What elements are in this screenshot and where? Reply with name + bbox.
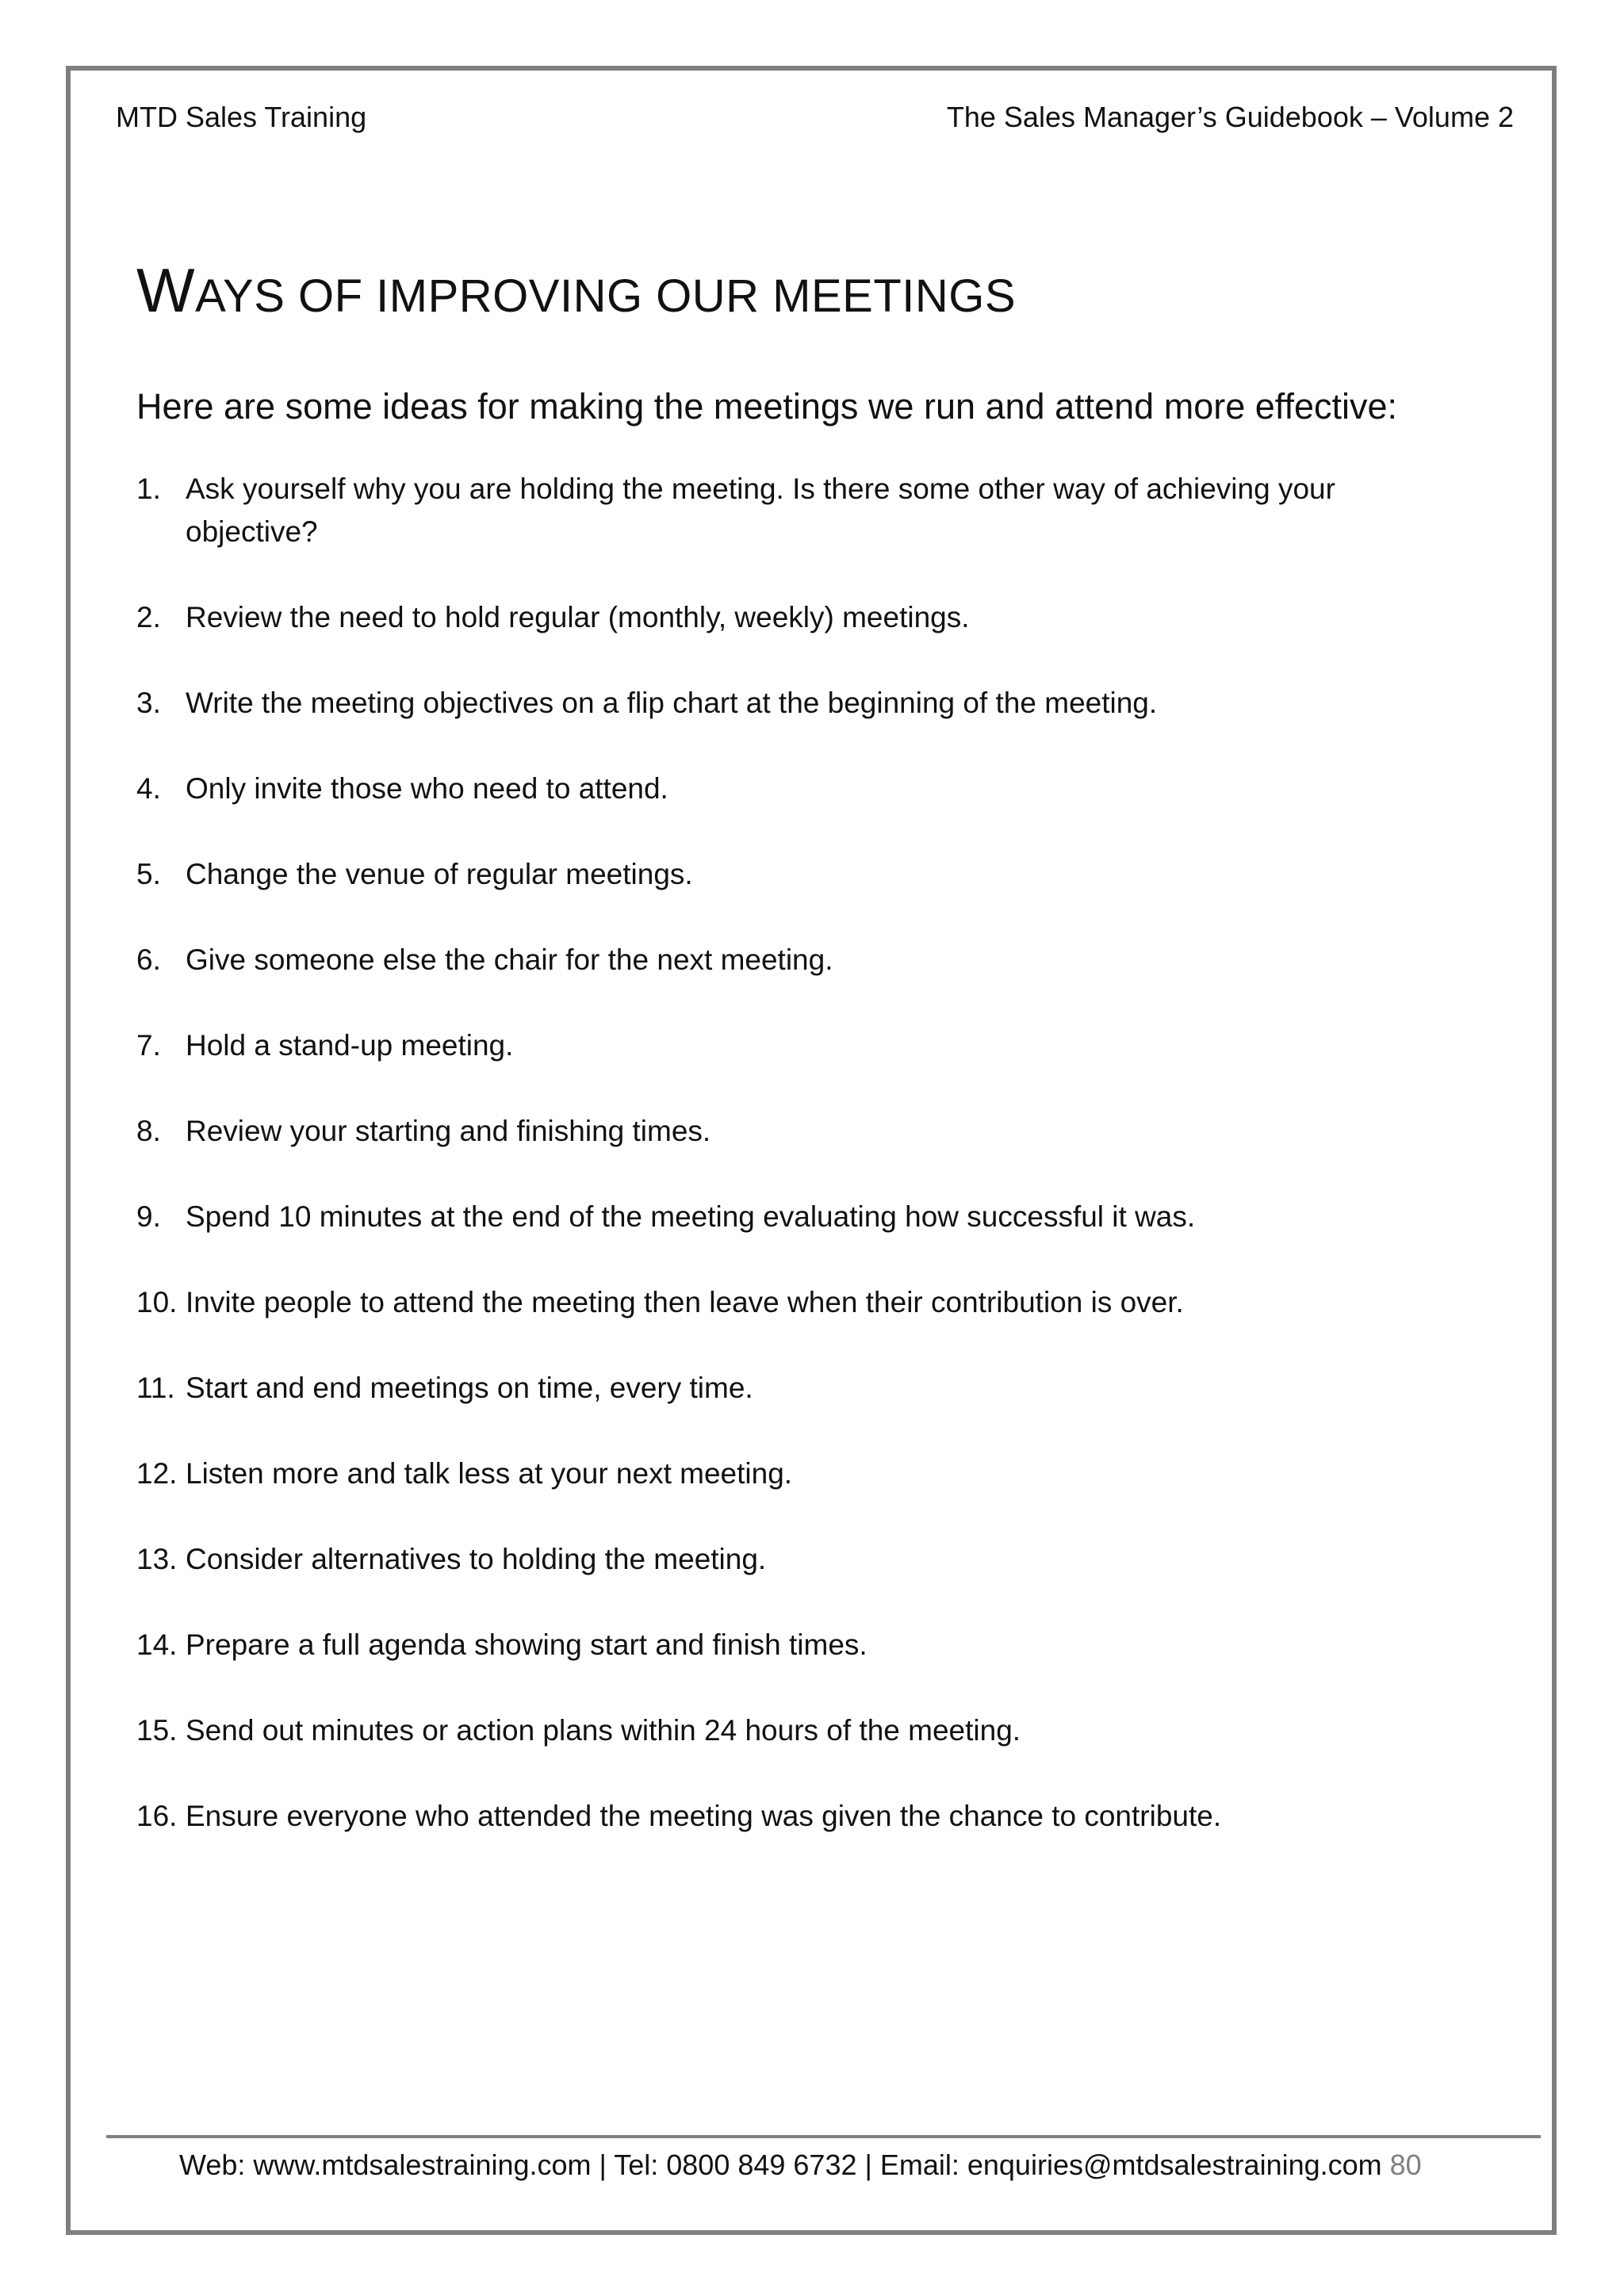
list-item: [136, 1709, 1445, 1752]
list-item-number: 5.: [136, 858, 161, 890]
header-guidebook-title: The Sales Manager’s Guidebook – Volume 2: [946, 101, 1514, 133]
list-item-text: Review your starting and finishing times.: [186, 1115, 711, 1147]
list-item-text: Listen more and talk less at your next meeting.: [186, 1457, 793, 1490]
list-item-text: Only invite those who need to attend.: [186, 772, 668, 805]
list-item-number: 3.: [136, 687, 161, 719]
list-item: [136, 1624, 1445, 1667]
list-item-text: Prepare a full agenda showing start and finish times.: [186, 1628, 868, 1661]
list-item-text: Change the venue of regular meetings.: [186, 858, 693, 890]
list-item: [136, 1452, 1445, 1495]
list-item: [136, 682, 1445, 725]
meeting-ideas-list: [136, 468, 1445, 1881]
list-item-number: 13.: [136, 1543, 178, 1575]
list-item-number: 15.: [136, 1714, 178, 1747]
list-item-text: Ask yourself why you are holding the meeting. Is there some other way of achieving your objective?: [186, 473, 1335, 548]
list-item-number: 12.: [136, 1457, 178, 1490]
list-item-text: Send out minutes or action plans within 24 hours of the meeting.: [186, 1714, 1021, 1747]
intro-text: Here are some ideas for making the meetings we run and attend more effective:: [136, 386, 1398, 427]
list-item: [136, 1538, 1445, 1581]
list-item: [136, 1281, 1445, 1324]
list-item: [136, 939, 1445, 982]
header-company-name: MTD Sales Training: [116, 101, 367, 133]
list-item: [136, 1196, 1445, 1238]
list-item: [136, 1367, 1445, 1410]
list-item: [136, 468, 1445, 553]
page-number: 80: [1389, 2149, 1422, 2181]
list-item: [136, 853, 1445, 896]
list-item-number: 9.: [136, 1200, 161, 1233]
title-initial-letter: W: [136, 255, 196, 325]
list-item-text: Hold a stand-up meeting.: [186, 1029, 514, 1062]
list-item-text: Ensure everyone who attended the meeting was given the chance to contribute.: [186, 1800, 1222, 1832]
list-item-text: Give someone else the chair for the next meeting.: [186, 943, 833, 976]
list-item-number: 11.: [136, 1372, 175, 1404]
list-item-text: Consider alternatives to holding the meeting.: [186, 1543, 767, 1575]
list-item-number: 4.: [136, 772, 161, 805]
list-item-number: 6.: [136, 943, 161, 976]
list-item: [136, 1795, 1445, 1838]
page-title: [136, 255, 1017, 328]
list-item-text: Start and end meetings on time, every time.: [186, 1372, 753, 1404]
list-item-text: Spend 10 minutes at the end of the meeting evaluating how successful it was.: [186, 1200, 1196, 1233]
footer-contact-details: Web: www.mtdsalestraining.com | Tel: 0800 849 6732 | Email: enquiries@mtdsalestraining.com: [179, 2149, 1382, 2181]
list-item-text: Review the need to hold regular (monthly, weekly) meetings.: [186, 601, 970, 633]
list-item-text: Invite people to attend the meeting then leave when their contribution is over.: [186, 1286, 1184, 1318]
list-item: [136, 767, 1445, 810]
footer-contact-line: [179, 2146, 1422, 2184]
footer-divider: [106, 2135, 1541, 2138]
list-item-text: Write the meeting objectives on a flip chart at the beginning of the meeting.: [186, 687, 1158, 719]
list-item-number: 8.: [136, 1115, 161, 1147]
list-item: [136, 596, 1445, 639]
list-item-number: 7.: [136, 1029, 161, 1062]
title-remainder: AYS OF IMPROVING OUR MEETINGS: [195, 270, 1017, 322]
list-item-number: 16.: [136, 1800, 178, 1832]
list-item-number: 1.: [136, 473, 161, 505]
list-item-number: 2.: [136, 601, 161, 633]
list-item-number: 14.: [136, 1628, 178, 1661]
list-item-number: 10.: [136, 1286, 178, 1318]
list-item: [136, 1024, 1445, 1067]
list-item: [136, 1110, 1445, 1153]
